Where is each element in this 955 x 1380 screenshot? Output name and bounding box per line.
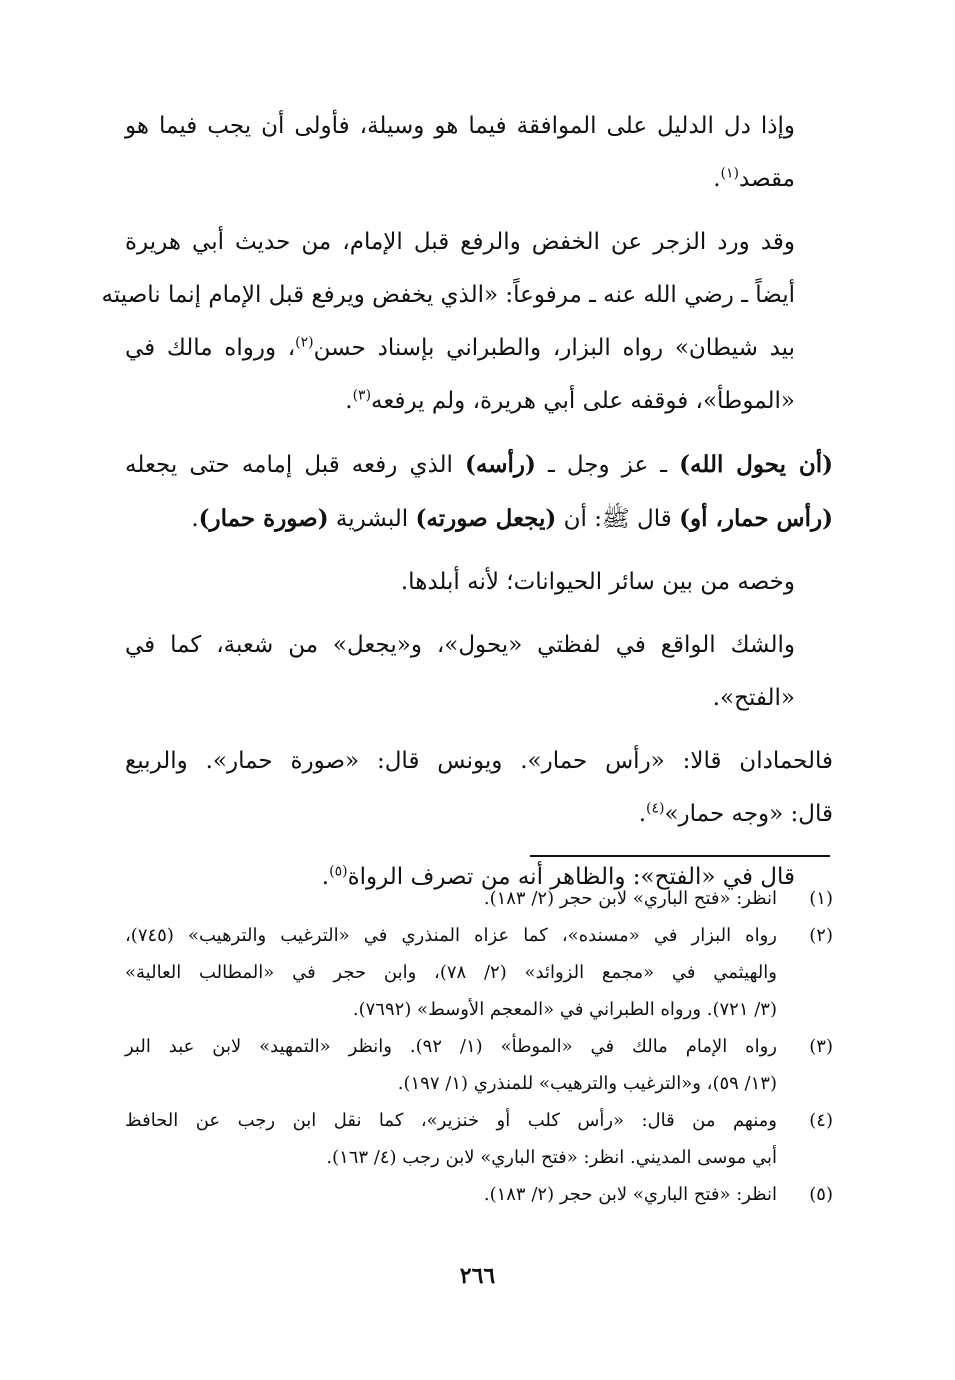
text-line: وخصه من بين سائر الحيوانات؛ لأنه أبلدها. bbox=[400, 569, 795, 595]
main-text bbox=[101, 100, 833, 914]
text-line: فالحمادان قالا: «رأس حمار». ويونس قال: «صورة حمار». والربيع bbox=[125, 748, 833, 774]
text-line: أيضاً ـ رضي الله عنه ـ مرفوعاً: «الذي يخفض ويرفع قبل الإمام إنما ناصيته bbox=[101, 282, 795, 308]
text-run: . bbox=[345, 388, 353, 414]
footnote-4 bbox=[125, 1102, 833, 1176]
bold-text: (رأسه) bbox=[465, 451, 536, 478]
bold-text: (صورة حمار) bbox=[198, 505, 329, 532]
text-run: . bbox=[191, 506, 199, 532]
text-run: ، ورواه مالك في bbox=[125, 335, 296, 361]
footnote-line: (٣/ ٧٢١). ورواه الطبراني في «المعجم الأوسط» (٧٦٩٢). bbox=[352, 999, 777, 1020]
footnote-number: (٤) bbox=[809, 1110, 833, 1131]
footnote-line: (١٣/ ٥٩)، و«الترغيب والترهيب» للمنذري (١/ ١٩٧). bbox=[397, 1073, 777, 1094]
paragraph-4 bbox=[125, 556, 833, 609]
footnote-1 bbox=[125, 880, 833, 917]
footnote-ref: (١) bbox=[720, 165, 740, 182]
footnote-3 bbox=[125, 1028, 833, 1102]
text-line bbox=[125, 153, 833, 206]
bold-text: (رأس حمار، أو) bbox=[679, 505, 833, 532]
paragraph-5 bbox=[125, 619, 833, 725]
text-line bbox=[125, 438, 833, 492]
text-line: وإذا دل الدليل على الموافقة فيما هو وسيلة، فأولى أن يجب فيما هو bbox=[125, 113, 795, 139]
footnotes bbox=[125, 880, 833, 1213]
footnote-ref: (٣) bbox=[352, 387, 372, 404]
text-run: قال: «وجه حمار» bbox=[664, 801, 833, 827]
paragraph-3 bbox=[125, 438, 833, 546]
text-line: وقد ورد الزجر عن الخفض والرفع قبل الإمام، من حديث أبي هريرة bbox=[125, 229, 795, 255]
paragraph-1 bbox=[125, 100, 833, 206]
text-line bbox=[125, 788, 833, 841]
paragraph-2 bbox=[101, 216, 833, 428]
text-run: . bbox=[638, 801, 647, 827]
footnote-number: (٥) bbox=[809, 1184, 833, 1205]
footnote-5 bbox=[125, 1176, 833, 1213]
text-run: الذي رفعه قبل إمامه حتى يجعله bbox=[125, 452, 466, 478]
paragraph-6 bbox=[125, 735, 833, 841]
text-run: مقصد bbox=[739, 166, 795, 192]
page-number: ٢٦٦ bbox=[459, 1263, 496, 1289]
footnote-number: (٣) bbox=[809, 1036, 833, 1057]
footnote-2 bbox=[125, 917, 833, 1028]
footnote-line: ومنهم من قال: «رأس كلب أو خنزير»، كما نقل ابن رجب عن الحافظ bbox=[125, 1110, 777, 1131]
footnote-number: (٢) bbox=[809, 925, 833, 946]
text-run: . bbox=[321, 864, 330, 890]
footnote-line: انظر: «فتح الباري» لابن حجر (٢/ ١٨٣). bbox=[483, 1184, 777, 1205]
footnote-ref: (٢) bbox=[295, 334, 314, 351]
text-line bbox=[125, 322, 833, 375]
footnote-line: والهيثمي في «مجمع الزوائد» (٢/ ٧٨)، وابن حجر في «المطالب العالية» bbox=[125, 962, 777, 983]
text-line bbox=[125, 492, 833, 546]
text-line bbox=[125, 375, 833, 428]
footnote-line: انظر: «فتح الباري» لابن حجر (٢/ ١٨٣). bbox=[483, 888, 777, 909]
text-run: بيد شيطان» رواه البزار، والطبراني بإسناد حسن bbox=[313, 335, 795, 361]
text-line: والشك الواقع في لفظتي «يحول»، و«يجعل» من شعبة، كما في bbox=[125, 632, 795, 658]
footnote-ref: (٥) bbox=[329, 863, 348, 880]
text-run: قال في «الفتح»: والظاهر أنه من تصرف الرواة bbox=[347, 864, 795, 890]
footnote-line: رواه الإمام مالك في «الموطأ» (١/ ٩٢). وانظر «التمهيد» لابن عبد البر bbox=[125, 1036, 777, 1057]
text-run: . bbox=[713, 166, 721, 192]
footnote-divider bbox=[530, 855, 830, 857]
footnote-line: رواه البزار في «مسنده»، كما عزاه المنذري في «الترغيب والترهيب» (٧٤٥)، bbox=[125, 925, 777, 946]
text-line: «الفتح». bbox=[712, 685, 795, 711]
footnote-line: أبي موسى المديني. انظر: «فتح الباري» لابن رجب (٤/ ١٦٣). bbox=[326, 1147, 777, 1168]
footnote-number: (١) bbox=[809, 888, 833, 909]
text-run: «الموطأ»، فوقفه على أبي هريرة، ولم يرفعه bbox=[371, 388, 795, 414]
text-run: ـ عز وجل ـ bbox=[535, 452, 680, 478]
footnote-ref: (٤) bbox=[646, 800, 665, 817]
bold-text: (أن يحول الله) bbox=[679, 451, 833, 478]
text-run: قال ﷺ: أن bbox=[556, 506, 680, 532]
bold-text: (يجعل صورته) bbox=[415, 505, 557, 532]
text-run: البشرية bbox=[328, 506, 416, 532]
